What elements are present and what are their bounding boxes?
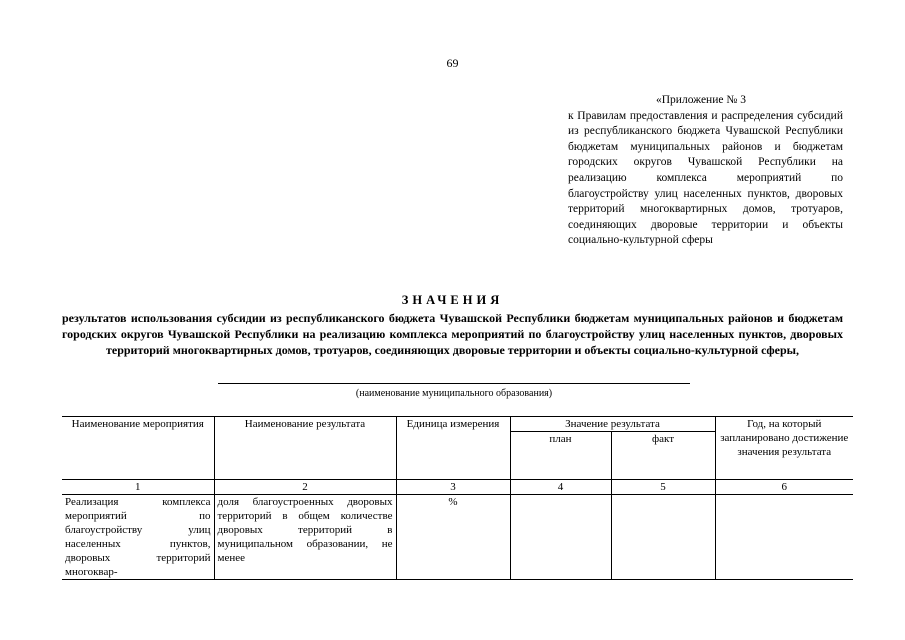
header-year: Год, на который запланировано достижение значения результата <box>715 417 853 480</box>
header-result-name: Наименование результата <box>214 417 396 480</box>
column-number: 4 <box>510 480 611 495</box>
column-number-row <box>62 480 853 495</box>
header-fact: факт <box>611 432 715 480</box>
column-number: 1 <box>62 480 214 495</box>
appendix-text: к Правилам предоставления и распределения субсидий из республиканского бюджета Чувашской Республики бюджетам муниципальных районов и бюджетам городских округов Чувашской Республики на реализацию комплекса мероприятий по благоустройству улиц населенных пунктов, дворовых территорий многоквартирных домов, тротуаров, соединяющих дворовые территории и объекты социально-культурной сферы <box>568 109 843 247</box>
cell-fact <box>611 495 715 580</box>
municipality-fill-line <box>218 383 690 384</box>
column-number: 5 <box>611 480 715 495</box>
cell-plan <box>510 495 611 580</box>
document-heading: ЗНАЧЕНИЯ <box>401 293 504 307</box>
table-row <box>62 495 853 580</box>
header-event-name: Наименование мероприятия <box>62 417 214 480</box>
document-subheading: результатов использования субсидии из республиканского бюджета Чувашской Республики бюджетам муниципальных районов и бюджетам городских округов Чувашской Республики на реализацию комплекса мероприятий по благоустройству улиц населенных пунктов, дворовых территорий многоквартирных домов, тротуаров, соединяющих дворовые территории и объекты социально-культурной сферы, <box>62 311 843 357</box>
appendix-block <box>568 93 843 249</box>
column-number: 6 <box>715 480 853 495</box>
table-header-row <box>62 417 853 432</box>
appendix-title: «Приложение № 3 <box>656 94 746 106</box>
page-number: 69 <box>446 56 459 70</box>
header-result-value: Значение результата <box>510 417 715 432</box>
cell-year <box>715 495 853 580</box>
municipality-caption: (наименование муниципального образования) <box>355 388 553 399</box>
results-table <box>62 416 853 580</box>
cell-event: Реализация комплекса мероприятий по благоустройству улиц населенных пунктов, дворовых территорий многоквар- <box>62 495 214 580</box>
cell-unit: % <box>396 495 510 580</box>
column-number: 3 <box>396 480 510 495</box>
cell-result: доля благоустроенных дворовых территорий в общем количестве дворовых территорий в муниципальном образовании, не менее <box>214 495 396 580</box>
header-unit: Единица измерения <box>396 417 510 480</box>
header-plan: план <box>510 432 611 480</box>
column-number: 2 <box>214 480 396 495</box>
